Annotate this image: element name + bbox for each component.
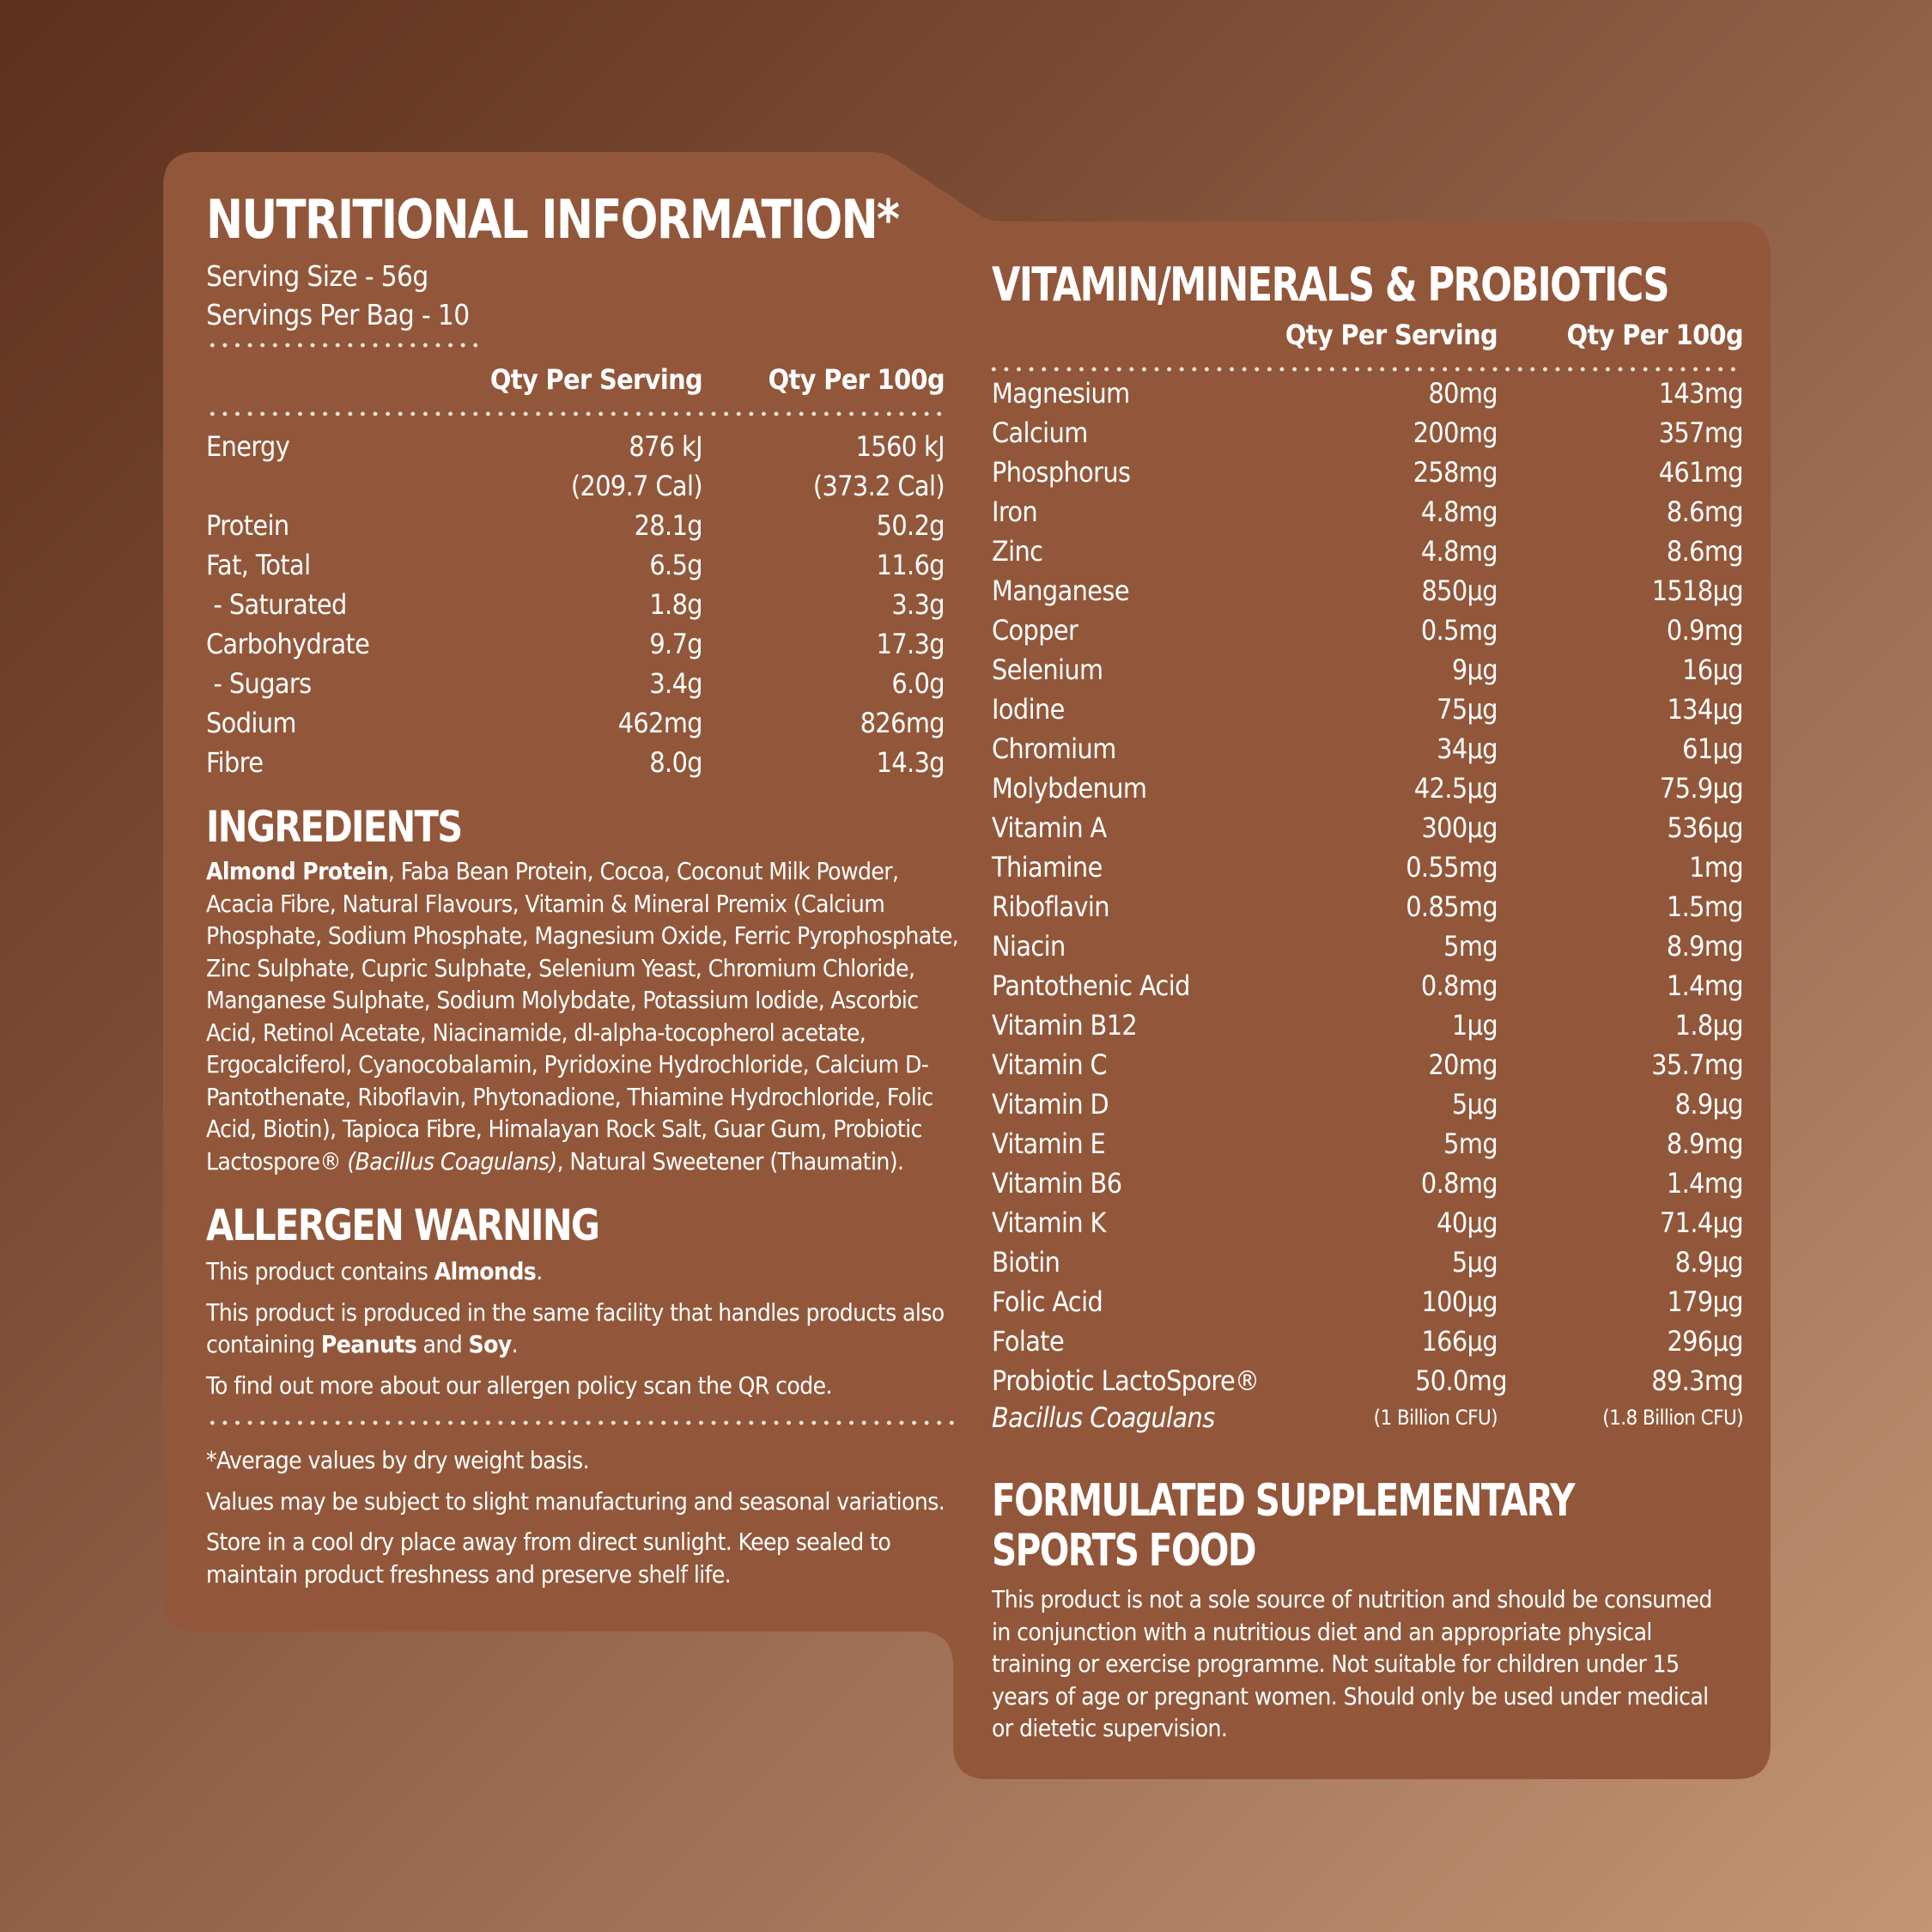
table-row: - Sugars 3.4g 6.0g xyxy=(206,667,945,700)
table-row: Magnesium 80mg 143mg xyxy=(992,377,1743,410)
table-row: Sodium 462mg 826mg xyxy=(206,707,945,739)
table-row: (209.7 Cal) (373.2 Cal) xyxy=(570,470,945,502)
vitamins-section xyxy=(992,258,1743,1435)
table-row: Chromium 34µg 61µg xyxy=(992,732,1743,765)
nutrition-title: NUTRITIONAL INFORMATION* xyxy=(206,188,899,251)
col-header-100g: Qty Per 100g xyxy=(1566,319,1743,351)
vitamins-table-header xyxy=(992,315,1743,355)
nutrition-section xyxy=(206,188,945,782)
col-header-100g: Qty Per 100g xyxy=(768,363,945,396)
table-row: Pantothenic Acid 0.8mg 1.4mg xyxy=(992,969,1743,1002)
table-row: Vitamin K 40µg 71.4µg xyxy=(992,1206,1743,1239)
table-row: Fibre 8.0g 14.3g xyxy=(206,746,945,779)
servings-per-bag: Servings Per Bag - 10 xyxy=(206,298,470,331)
table-row: Vitamin B6 0.8mg 1.4mg xyxy=(992,1167,1743,1200)
table-row: Thiamine 0.55mg 1mg xyxy=(992,851,1743,884)
table-row: Protein 28.1g 50.2g xyxy=(206,509,945,542)
table-row-probiotic-cfu: Bacillus Coagulans (1 Billion CFU) (1.8 Billion CFU) xyxy=(992,1401,1743,1434)
sports-food-title-line-2: SPORTS FOOD xyxy=(992,1525,1256,1577)
ingredients-section xyxy=(206,802,962,1177)
nutrition-table xyxy=(206,427,945,782)
vitamins-table xyxy=(992,374,1743,1435)
table-row: Vitamin C 20mg 35.7mg xyxy=(992,1048,1743,1081)
allergen-line-1: This product contains Almonds. xyxy=(206,1257,543,1285)
table-row: Folic Acid 100µg 179µg xyxy=(992,1285,1743,1318)
sports-food-title-line-1: FORMULATED SUPPLEMENTARY xyxy=(992,1475,1574,1527)
divider xyxy=(206,1420,958,1425)
ingredients-text: Almond Protein, Faba Bean Protein, Cocoa, Coconut Milk Powder, Acacia Fibre, Natural Flavours, Vitamin & Mineral Premix (Calcium Phosphate, Sodium Phosphate, Magnesium Oxide, Ferric Pyrophosphate, Zinc Sulphate, Cupric Sulphate, Selenium Yeast, Chromium Chloride, Manganese Sulphate, Sodium Molybdate, Potassium Iodide, Ascorbic Acid, Retinol Acetate, Niacinamide, dl-alpha-tocopherol acetate, Ergocalciferol, Cyanocobalamin, Pyridoxine Hydrochloride, Calcium D-Pantothenate, Riboflavin, Phytonadione, Thiamine Hydrochloride, Folic Acid, Biotin), Tapioca Fibre, Himalayan Rock Salt, Guar Gum, Probiotic Lactospore® (Bacillus Coagulans), Natural Sweetener (Thaumatin). xyxy=(206,857,959,1176)
divider xyxy=(987,367,1741,372)
table-row: Vitamin D 5µg 8.9µg xyxy=(992,1088,1743,1121)
table-row: Iron 4.8mg 8.6mg xyxy=(992,495,1743,528)
table-row: Carbohydrate 9.7g 17.3g xyxy=(206,628,945,660)
table-row: Vitamin B12 1µg 1.8µg xyxy=(992,1009,1743,1042)
vitamins-title: VITAMIN/MINERALS & PROBIOTICS xyxy=(992,258,1669,312)
table-row: Phosphorus 258mg 461mg xyxy=(992,456,1743,489)
allergen-line-3: To find out more about our allergen policy scan the QR code. xyxy=(206,1370,832,1400)
allergen-title: ALLERGEN WARNING xyxy=(206,1200,599,1250)
table-row: Calcium 200mg 357mg xyxy=(992,416,1743,449)
table-row: Molybdenum 42.5µg 75.9µg xyxy=(992,772,1743,805)
table-row: Selenium 9µg 16µg xyxy=(992,653,1743,686)
col-header-serving: Qty Per Serving xyxy=(489,363,702,396)
table-row: Copper 0.5mg 0.9mg xyxy=(992,614,1743,647)
ingredients-title: INGREDIENTS xyxy=(206,802,462,852)
table-row: Vitamin A 300µg 536µg xyxy=(992,811,1743,844)
divider xyxy=(206,411,948,416)
footnote-variations: Values may be subject to slight manufacturing and seasonal variations. xyxy=(206,1486,945,1516)
divider xyxy=(206,343,477,348)
table-row: Iodine 75µg 134µg xyxy=(992,693,1743,726)
table-row: Probiotic LactoSpore® 50.0mg 89.3mg xyxy=(992,1364,1743,1397)
table-row: Biotin 5µg 8.9µg xyxy=(992,1246,1743,1279)
table-row: Folate 166µg 296µg xyxy=(992,1325,1743,1358)
footnote-storage: Store in a cool dry place away from direct sunlight. Keep sealed to maintain product freshness and preserve shelf life. xyxy=(206,1528,891,1589)
table-row: Manganese 850µg 1518µg xyxy=(992,574,1743,607)
table-row: Niacin 5mg 8.9mg xyxy=(992,930,1743,963)
allergen-section xyxy=(206,1200,962,1590)
table-row: Vitamin E 5mg 8.9mg xyxy=(992,1127,1743,1160)
table-row: Energy 876 kJ 1560 kJ xyxy=(206,430,945,463)
sports-food-section xyxy=(992,1475,1730,1745)
nutrition-table-header xyxy=(206,360,945,399)
footnote-dry-weight: *Average values by dry weight basis. xyxy=(206,1446,589,1474)
allergen-line-2: This product is produced in the same facility that handles products also containing Peanuts and Soy. xyxy=(206,1297,945,1358)
serving-size: Serving Size - 56g xyxy=(206,259,428,293)
table-row: Fat, Total 6.5g 11.6g xyxy=(206,549,945,581)
sports-food-text: This product is not a sole source of nutrition and should be consumed in conjunction with a nutritious diet and an appropriate physical training or exercise programme. Not suitable for children under 15 years of age or pregnant women. Should only be used under medical or dietetic supervision. xyxy=(992,1585,1712,1742)
table-row: Zinc 4.8mg 8.6mg xyxy=(992,535,1743,568)
table-row: - Saturated 1.8g 3.3g xyxy=(206,588,945,621)
col-header-serving: Qty Per Serving xyxy=(1285,319,1498,351)
table-row: Riboflavin 0.85mg 1.5mg xyxy=(992,890,1743,923)
